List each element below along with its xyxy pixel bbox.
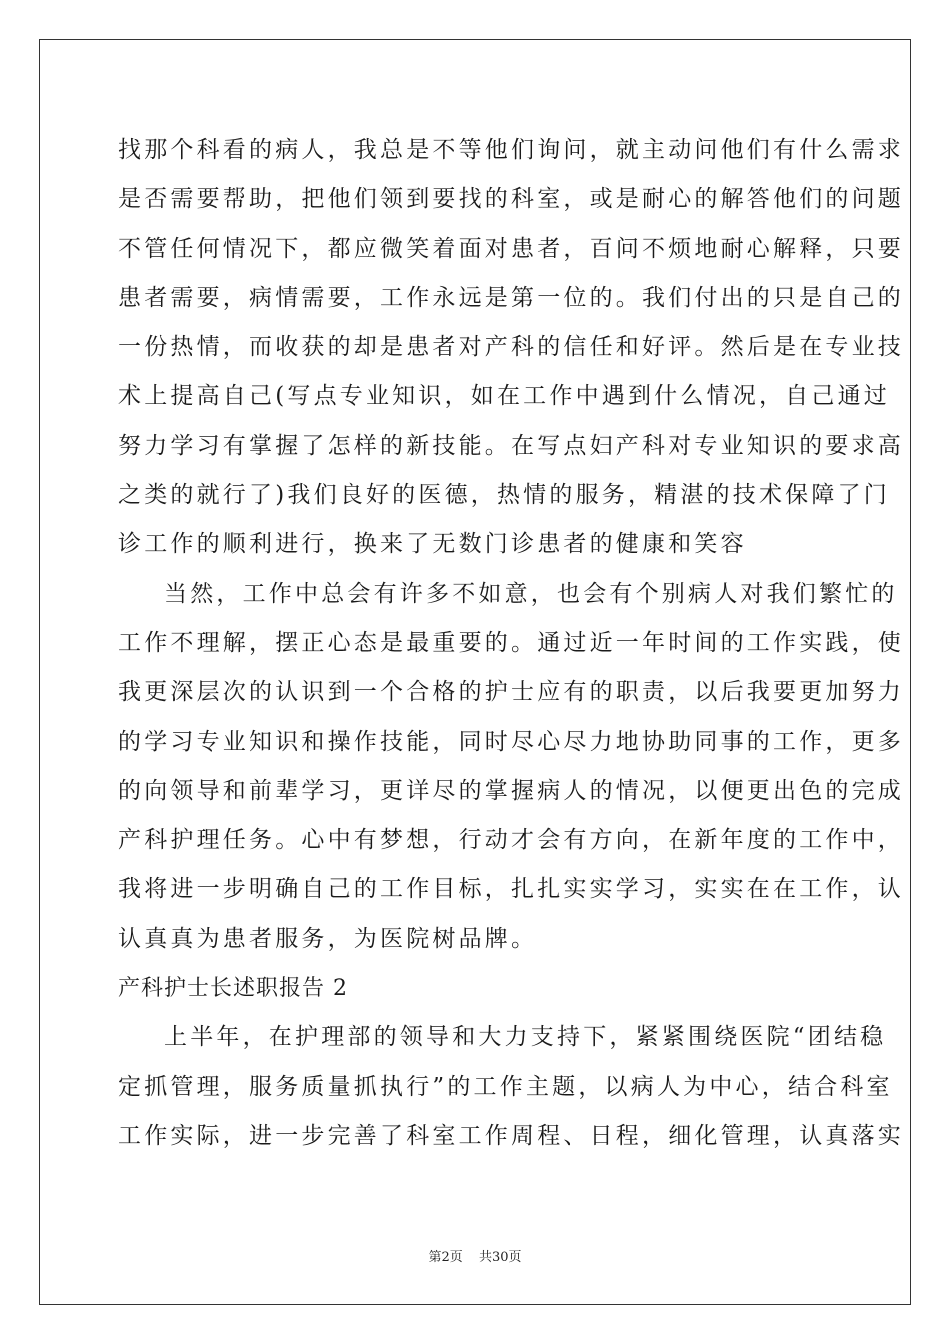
document-body xyxy=(118,126,904,1161)
paragraph-start-line: 上半年，在护理部的领导和大力支持下，紧紧围绕医院“团结稳 xyxy=(164,1024,887,1051)
text-line: 诊工作的顺利进行，换来了无数门诊患者的健康和笑容 xyxy=(118,531,747,558)
text-line: 一份热情，而收获的却是患者对产科的信任和好评。然后是在专业技 xyxy=(118,334,904,361)
text-line: 工作实际，进一步完善了科室工作周程、日程，细化管理，认真落实 xyxy=(118,1122,904,1149)
section-heading: 产科护士长述职报告 2 xyxy=(118,976,348,1002)
text-line: 的向领导和前辈学习，更详尽的掌握病人的情况，以便更出色的完成 xyxy=(118,777,904,804)
text-line: 不管任何情况下，都应微笑着面对患者，百问不烦地耐心解释，只要 xyxy=(118,235,904,262)
page-number: 第2页 xyxy=(428,1250,463,1265)
text-line: 找那个科看的病人，我总是不等他们询问，就主动问他们有什么需求 xyxy=(118,137,904,163)
page-total: 共30页 xyxy=(478,1250,522,1265)
text-line: 是否需要帮助，把他们领到要找的科室，或是耐心的解答他们的问题 xyxy=(118,186,904,213)
paragraph-start-line: 当然，工作中总会有许多不如意，也会有个别病人对我们繁忙的 xyxy=(164,580,898,607)
text-line: 努力学习有掌握了怎样的新技能。在写点妇产科对专业知识的要求高 xyxy=(118,432,904,459)
text-line: 认真真为患者服务，为医院树品牌。 xyxy=(118,925,538,952)
text-line: 定抓管理，服务质量抓执行”的工作主题，以病人为中心，结合科室 xyxy=(118,1073,893,1100)
text-line: 我将进一步明确自己的工作目标，扎扎实实学习，实实在在工作，认 xyxy=(118,876,904,903)
text-line: 产科护理任务。心中有梦想，行动才会有方向，在新年度的工作中， xyxy=(118,827,904,854)
text-line: 我更深层次的认识到一个合格的护士应有的职责，以后我要更加努力 xyxy=(118,679,904,706)
text-line: 的学习专业知识和操作技能，同时尽心尽力地协助同事的工作，更多 xyxy=(118,728,904,755)
page-footer xyxy=(0,1246,950,1265)
text-line: 之类的就行了)我们良好的医德，热情的服务，精湛的技术保障了门 xyxy=(118,482,890,509)
text-line: 工作不理解，摆正心态是最重要的。通过近一年时间的工作实践，使 xyxy=(118,629,904,656)
text-line: 患者需要，病情需要，工作永远是第一位的。我们付出的只是自己的 xyxy=(118,284,904,311)
text-line: 术上提高自己(写点专业知识，如在工作中遇到什么情况，自己通过 xyxy=(118,383,890,410)
